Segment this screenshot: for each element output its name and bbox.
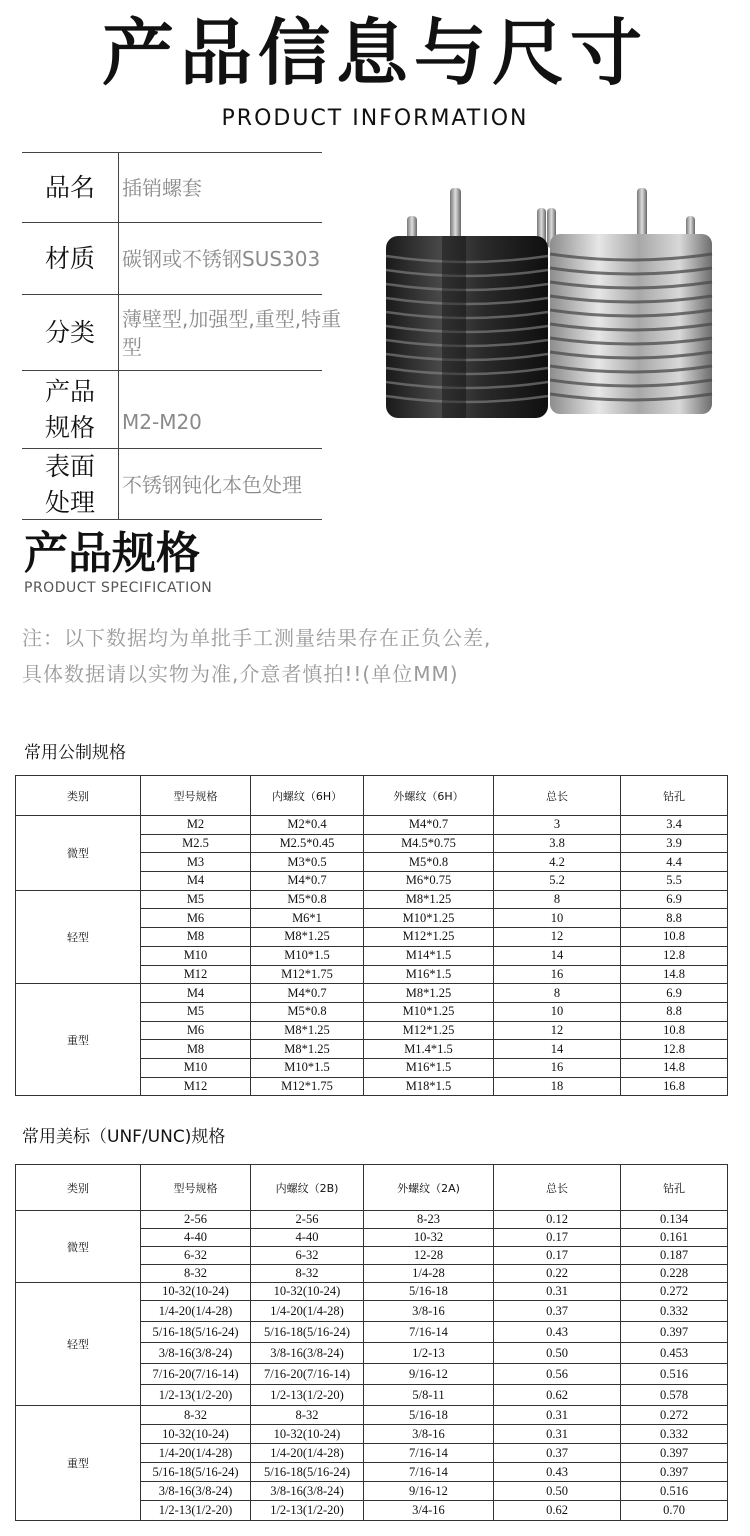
metric-spec-table [15,775,728,1096]
category-cell: 微型 [16,1211,141,1283]
table-cell: 5/16-18(5/16-24) [251,1322,364,1343]
table-cell: 6-32 [141,1247,251,1265]
info-row-type [22,294,342,371]
table-cell: 5/16-18(5/16-24) [141,1463,251,1482]
table-cell: 1/4-20(1/4-28) [141,1444,251,1463]
table-cell: 0.31 [494,1406,621,1425]
table-cell: 7/16-14 [364,1322,494,1343]
table-cell: M2 [141,816,251,835]
table-cell: 0.187 [621,1247,728,1265]
table-cell: 1/4-20(1/4-28) [251,1301,364,1322]
category-cell: 重型 [16,984,141,1096]
table-cell: M10 [141,1058,251,1077]
table-cell: 12.8 [621,1040,728,1059]
table-cell: 3/8-16(3/8-24) [251,1343,364,1364]
table-cell: 10 [494,1002,621,1021]
table-cell: M5 [141,1002,251,1021]
table-cell: 0.17 [494,1229,621,1247]
table-cell: 10-32(10-24) [141,1425,251,1444]
table-cell: M4*0.7 [251,984,364,1003]
table-cell: 0.70 [621,1501,728,1521]
table-cell: 1/4-28 [364,1265,494,1283]
table-cell: 0.43 [494,1463,621,1482]
table-header-cell: 总长 [494,1165,621,1211]
table-cell: 0.272 [621,1283,728,1301]
table-cell: M10*1.25 [364,909,494,928]
table-cell: 0.37 [494,1444,621,1463]
table-cell: M8*1.25 [364,890,494,909]
table-cell: 5/16-18 [364,1406,494,1425]
table-cell: 14.8 [621,965,728,984]
table-header-cell: 钻孔 [621,1165,728,1211]
table-cell: 0.228 [621,1265,728,1283]
table-cell: M5*0.8 [364,853,494,872]
table-cell: 3.8 [494,834,621,853]
table-header-cell: 内螺纹（2B) [251,1165,364,1211]
table-cell: 4-40 [141,1229,251,1247]
table-cell: M12*1.75 [251,1077,364,1096]
table-cell: 1/4-20(1/4-28) [141,1301,251,1322]
spec-title: 产品规格 [24,528,200,579]
table-cell: 7/16-20(7/16-14) [251,1364,364,1385]
table-cell: 3/4-16 [364,1501,494,1521]
table-header-cell: 外螺纹（6H） [364,776,494,816]
table-cell: 0.397 [621,1322,728,1343]
table-header-cell: 型号规格 [141,1165,251,1211]
spec-subtitle: PRODUCT SPECIFICATION [24,580,213,596]
table-cell: 3.9 [621,834,728,853]
table-cell: 7/16-14 [364,1463,494,1482]
table-cell: 10.8 [621,928,728,947]
table-cell: 3/8-16(3/8-24) [251,1482,364,1501]
table-row [16,984,728,1003]
info-key: 表面处理 [44,451,95,517]
table-cell: 5.2 [494,872,621,891]
table-cell: 1/2-13(1/2-20) [251,1385,364,1406]
table-cell: 3 [494,816,621,835]
table-cell: 8-32 [141,1265,251,1283]
table-cell: 6-32 [251,1247,364,1265]
table-cell: M4 [141,872,251,891]
table-cell: M6 [141,1021,251,1040]
info-row-spec [22,370,322,449]
table-cell: M12 [141,965,251,984]
table-cell: M10*1.5 [251,1058,364,1077]
table-row [16,1283,728,1301]
table-cell: 8 [494,890,621,909]
table-cell: 8 [494,984,621,1003]
table-cell: 10-32(10-24) [251,1283,364,1301]
table-cell: M2.5*0.45 [251,834,364,853]
table-cell: 5/8-11 [364,1385,494,1406]
table-cell: 0.12 [494,1211,621,1229]
table-cell: 1/2-13(1/2-20) [141,1501,251,1521]
table-cell: M18*1.5 [364,1077,494,1096]
table-cell: M6 [141,909,251,928]
imperial-section-title: 常用美标（UNF/UNC)规格 [22,1127,226,1147]
table-cell: 0.62 [494,1385,621,1406]
table-cell: 0.516 [621,1482,728,1501]
table-cell: M16*1.5 [364,1058,494,1077]
table-cell: 0.332 [621,1425,728,1444]
table-cell: 4.4 [621,853,728,872]
table-cell: 0.453 [621,1343,728,1364]
table-header-cell: 类别 [16,776,141,816]
info-value: 薄壁型,加强型,重型,特重型 [122,307,342,359]
table-cell: 1/2-13(1/2-20) [251,1501,364,1521]
table-cell: 1/4-20(1/4-28) [251,1444,364,1463]
category-cell: 微型 [16,816,141,891]
table-cell: M5*0.8 [251,1002,364,1021]
table-cell: 18 [494,1077,621,1096]
table-cell: 4.2 [494,853,621,872]
table-cell: 3/8-16 [364,1301,494,1322]
metric-section-title: 常用公制规格 [24,743,126,763]
table-cell: 8-32 [141,1406,251,1425]
table-cell: 14 [494,946,621,965]
table-cell: 0.516 [621,1364,728,1385]
table-header-cell: 内螺纹（6H） [251,776,364,816]
table-cell: 0.161 [621,1229,728,1247]
note-line: 具体数据请以实物为准,介意者慎拍!!(单位MM) [22,662,459,686]
info-row-material [22,222,322,295]
table-cell: 10.8 [621,1021,728,1040]
table-cell: 0.31 [494,1283,621,1301]
category-cell: 轻型 [16,890,141,983]
table-cell: 10-32(10-24) [141,1283,251,1301]
table-cell: 3/8-16 [364,1425,494,1444]
table-cell: 16 [494,965,621,984]
table-cell: M10*1.25 [364,1002,494,1021]
table-cell: M4 [141,984,251,1003]
table-cell: M5*0.8 [251,890,364,909]
table-cell: 0.332 [621,1301,728,1322]
table-cell: M12*1.25 [364,928,494,947]
table-cell: 0.17 [494,1247,621,1265]
table-cell: 9/16-12 [364,1364,494,1385]
table-cell: M1.4*1.5 [364,1040,494,1059]
table-cell: M6*1 [251,909,364,928]
note-line: 注：以下数据均为单批手工测量结果存在正负公差, [22,626,492,650]
info-value: 插销螺套 [122,176,202,200]
table-cell: M8*1.25 [251,1021,364,1040]
info-value: 不锈钢钝化本色处理 [122,472,302,497]
black-insert [386,236,548,418]
table-cell: M4.5*0.75 [364,834,494,853]
imperial-spec-table [15,1164,728,1521]
table-cell: 10-32 [364,1229,494,1247]
table-cell: M3 [141,853,251,872]
table-cell: 10-32(10-24) [251,1425,364,1444]
table-header-cell: 总长 [494,776,621,816]
table-cell: 0.31 [494,1425,621,1444]
table-cell: 8-23 [364,1211,494,1229]
table-cell: 8.8 [621,909,728,928]
info-key: 分类 [44,318,95,347]
table-cell: 7/16-14 [364,1444,494,1463]
table-cell: 9/16-12 [364,1482,494,1501]
table-cell: 0.397 [621,1463,728,1482]
table-cell: 2-56 [141,1211,251,1229]
table-cell: 5/16-18 [364,1283,494,1301]
product-photo [382,184,722,424]
table-cell: 16 [494,1058,621,1077]
table-header-cell: 外螺纹（2A) [364,1165,494,1211]
table-cell: M12 [141,1077,251,1096]
category-cell: 轻型 [16,1283,141,1406]
table-cell: M14*1.5 [364,946,494,965]
table-cell: M6*0.75 [364,872,494,891]
table-cell: M8*1.25 [251,928,364,947]
table-cell: 1/2-13(1/2-20) [141,1385,251,1406]
info-key: 材质 [44,244,95,273]
table-cell: 5/16-18(5/16-24) [141,1322,251,1343]
info-value: M2-M20 [122,410,202,434]
table-cell: 14 [494,1040,621,1059]
table-cell: 5/16-18(5/16-24) [251,1463,364,1482]
table-cell: 0.50 [494,1482,621,1501]
table-cell: M8 [141,1040,251,1059]
table-cell: 14.8 [621,1058,728,1077]
table-cell: M4*0.7 [364,816,494,835]
table-cell: 6.9 [621,890,728,909]
table-cell: 0.37 [494,1301,621,1322]
table-cell: M3*0.5 [251,853,364,872]
table-cell: 0.43 [494,1322,621,1343]
table-cell: M10*1.5 [251,946,364,965]
table-cell: 8-32 [251,1265,364,1283]
table-cell: M2.5 [141,834,251,853]
table-row [16,1211,728,1229]
table-cell: 0.578 [621,1385,728,1406]
table-cell: 3/8-16(3/8-24) [141,1482,251,1501]
table-cell: 8.8 [621,1002,728,1021]
table-cell: 5.5 [621,872,728,891]
table-row [16,816,728,835]
page-subtitle: PRODUCT INFORMATION [221,106,529,131]
table-cell: M12*1.75 [251,965,364,984]
info-value: 碳钢或不锈钢SUS303 [122,247,321,271]
table-cell: 0.134 [621,1211,728,1229]
table-cell: 12-28 [364,1247,494,1265]
table-cell: 0.272 [621,1406,728,1425]
table-cell: 6.9 [621,984,728,1003]
table-header-cell: 钻孔 [621,776,728,816]
category-cell: 重型 [16,1406,141,1521]
table-cell: M8*1.25 [251,1040,364,1059]
table-cell: 8-32 [251,1406,364,1425]
table-cell: 0.56 [494,1364,621,1385]
table-cell: 12 [494,928,621,947]
table-header-cell: 类别 [16,1165,141,1211]
table-cell: M8 [141,928,251,947]
table-cell: M4*0.7 [251,872,364,891]
table-cell: M8*1.25 [364,984,494,1003]
table-cell: 12.8 [621,946,728,965]
table-cell: 10 [494,909,621,928]
info-key: 品名 [44,173,95,202]
table-cell: 1/2-13 [364,1343,494,1364]
table-cell: 7/16-20(7/16-14) [141,1364,251,1385]
table-cell: M2*0.4 [251,816,364,835]
table-cell: 0.22 [494,1265,621,1283]
info-key: 产品规格 [44,377,95,442]
table-row [16,890,728,909]
table-cell: 3.4 [621,816,728,835]
table-cell: M5 [141,890,251,909]
table-cell: M16*1.5 [364,965,494,984]
table-header-cell: 型号规格 [141,776,251,816]
table-cell: M10 [141,946,251,965]
table-cell: 0.397 [621,1444,728,1463]
table-cell: 4-40 [251,1229,364,1247]
table-cell: 0.50 [494,1343,621,1364]
table-cell: 12 [494,1021,621,1040]
table-cell: 0.62 [494,1501,621,1521]
table-cell: M12*1.25 [364,1021,494,1040]
table-row [16,1406,728,1425]
info-row-name [22,152,322,223]
table-cell: 16.8 [621,1077,728,1096]
page-title: 产品信息与尺寸 [101,11,648,95]
table-cell: 3/8-16(3/8-24) [141,1343,251,1364]
info-row-surface [22,448,322,520]
table-cell: 2-56 [251,1211,364,1229]
